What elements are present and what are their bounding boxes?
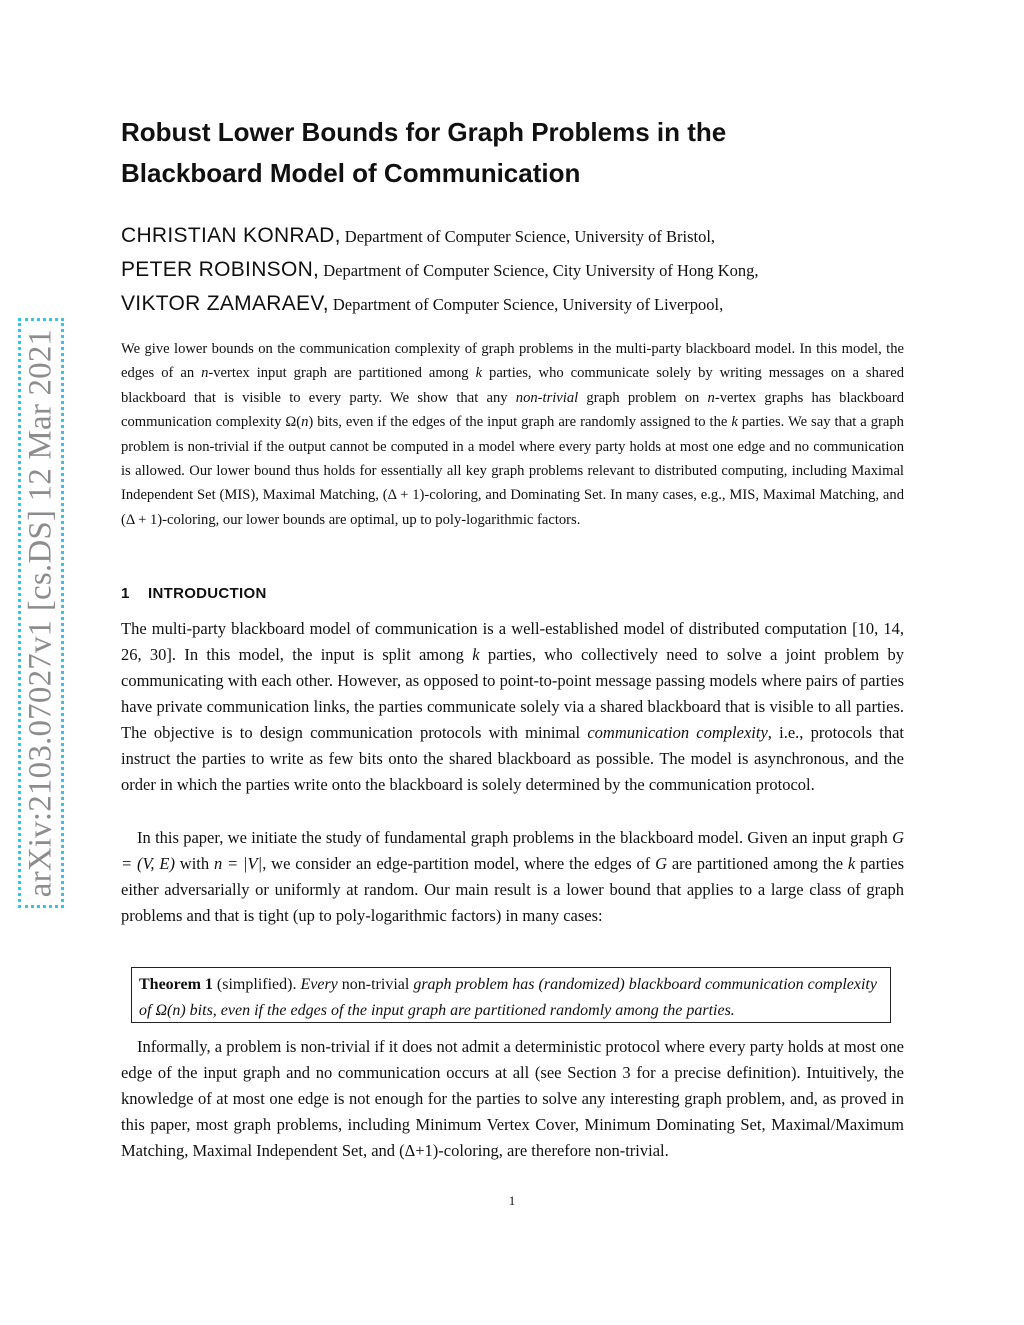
abstract-text: We give lower bounds on the communication complexity of graph problems in the multi-party blackboard model. In this model, the edges of an: [121, 341, 904, 382]
paragraph: [121, 825, 904, 929]
page-number: 1: [508, 1193, 516, 1208]
math-var: k: [472, 645, 480, 664]
math-var: G: [655, 854, 667, 873]
author-line: [121, 224, 941, 248]
emphasis: non-trivial: [515, 389, 579, 406]
math-expression: n = |V|: [213, 854, 263, 873]
paragraph: Informally, a problem is non-trivial if it does not admit a deterministic protocol where every party holds at most one edge of the input graph and no communication occurs at all (see Section 3 for a precise definition). Intuitively, the knowledge of at most one edge is not enough for the parties to solve any interesting graph problem, and, as proved in this paper, most graph problems, including Minimum Vertex Cover, Minimum Dominating Set, Maximal/Maximum Matching, Maximal Independent Set, and (Δ+1)-coloring, are therefore non-trivial.: [121, 1037, 904, 1160]
abstract-text: parties, who communicate solely by writing messages on a shared blackboard that is visible to every party. We show that any: [121, 365, 904, 406]
theorem-box: [131, 967, 891, 1023]
paragraph-text: In this paper, we initiate the study of fundamental graph problems in the blackboard model. Given an input graph: [137, 828, 893, 847]
paragraph-text: parties, who collectively need to solve a joint problem by communicating with each other. However, as opposed to point-to-point message passing models where pairs of parties have private communication links, the parties communicate solely via a shared blackboard that is visible to all parties. The objective is to design communication protocols with minimal: [121, 645, 904, 742]
theorem-text: Every: [296, 976, 338, 993]
section-heading: [121, 585, 267, 602]
paragraph-text: , i.e., protocols that instruct the parties to write as few bits onto the shared blackboard as possible. The model is asynchronous, and the order in which the parties write onto the blackboard is solely determined by the communication protocol.: [121, 723, 904, 794]
emphasis: communication complexity: [587, 723, 768, 742]
arxiv-stamp: [18, 318, 64, 908]
title-line-2: Blackboard Model of Communication: [121, 158, 581, 188]
author-line: [121, 292, 941, 316]
section-title: INTRODUCTION: [148, 585, 267, 602]
abstract-text: parties. We say that a graph problem is non-trivial if the output cannot be computed in a model where every party holds at most one edge and no communication is allowed. Our lower bound thus holds for essentially all key graph problems relevant to distributed computing, including Maximal Independent Set (MIS), Maximal Matching, (Δ + 1)-coloring, and Dominating Set. In many cases, e.g., MIS, Maximal Matching, and (Δ + 1)-coloring, our lower bounds are optimal, up to poly-logarithmic factors.: [121, 414, 904, 528]
theorem-text: non-trivial: [337, 976, 414, 993]
author-name: PETER ROBINSON,: [121, 258, 320, 281]
author-name: VIKTOR ZAMARAEV,: [121, 292, 329, 315]
math-var: n: [201, 365, 209, 382]
theorem-label: Theorem 1: [139, 976, 213, 993]
math-expression: G = (V, E): [121, 828, 904, 873]
math-var: k: [475, 365, 483, 382]
paragraph-text: are partitioned among the: [667, 854, 848, 873]
theorem-qualifier: (simplified).: [212, 976, 297, 993]
title-line-1: Robust Lower Bounds for Graph Problems in the: [121, 117, 727, 147]
abstract-text: -vertex graphs has blackboard communication complexity Ω(: [121, 389, 904, 431]
paragraph-text: The multi-party blackboard model of communication is a well-established model of distributed computation [10, 14, 26, 30]. In this model, the input is split among: [121, 619, 904, 664]
author-affiliation: Department of Computer Science, University of Liverpool,: [332, 295, 724, 314]
paragraph-text: , we consider an edge-partition model, where the edges of: [262, 854, 656, 873]
paragraph: [121, 616, 904, 798]
author-affiliation: Department of Computer Science, City University of Hong Kong,: [323, 261, 759, 280]
author-affiliation: Department of Computer Science, University of Bristol,: [344, 227, 716, 246]
arxiv-stamp-text: arXiv:2103.07027v1 [cs.DS] 12 Mar 2021: [22, 328, 59, 898]
author-line: [121, 258, 941, 282]
math-var: n: [301, 414, 309, 431]
theorem-statement: graph problem has (randomized) blackboard communication complexity of Ω(n) bits, even if the edges of the input graph are partitioned randomly among the parties.: [139, 976, 877, 1019]
paragraph-text: parties either adversarially or uniformly at random. Our main result is a lower bound that applies to a large class of graph problems and that is tight (up to poly-logarithmic factors) in many cases:: [121, 854, 905, 925]
author-name: CHRISTIAN KONRAD,: [121, 224, 341, 247]
abstract-text: ) bits, even if the edges of the input graph are randomly assigned to the: [308, 414, 732, 431]
math-var: k: [731, 414, 738, 431]
paragraph-text: with: [174, 854, 214, 873]
paper-title: [121, 112, 901, 194]
abstract-text: graph problem on: [578, 389, 708, 406]
section-number: 1: [121, 585, 130, 602]
abstract: [121, 337, 904, 532]
math-var: n: [707, 389, 715, 406]
abstract-text: -vertex input graph are partitioned among: [208, 365, 476, 382]
math-var: k: [847, 854, 856, 873]
